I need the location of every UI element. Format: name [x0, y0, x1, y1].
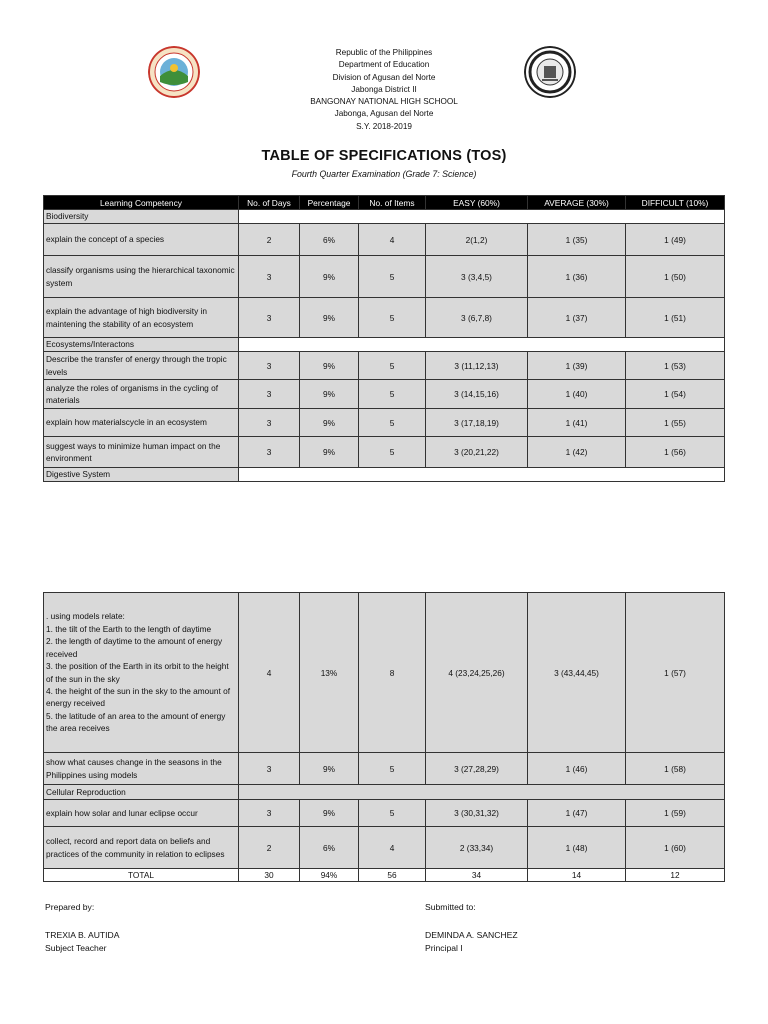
percentage-cell: 9%: [300, 380, 359, 409]
easy-cell: 3 (3,4,5): [426, 256, 528, 298]
days-cell: 3: [239, 352, 300, 380]
percentage-cell: 6%: [300, 827, 359, 869]
submitted-to-title: Principal I: [425, 943, 463, 953]
total-average: 14: [528, 869, 626, 882]
letterhead-line: Jabonga District II: [351, 84, 417, 94]
percentage-cell: 9%: [300, 437, 359, 468]
items-cell: 5: [359, 753, 426, 785]
difficult-cell: 1 (60): [626, 827, 725, 869]
total-label: TOTAL: [44, 869, 239, 882]
average-cell: 1 (39): [528, 352, 626, 380]
competency-line: 1. the tilt of the Earth to the length of daytime: [46, 623, 212, 634]
items-cell: 5: [359, 409, 426, 437]
items-cell: 5: [359, 380, 426, 409]
easy-cell: 3 (20,21,22): [426, 437, 528, 468]
col-header-competency: Learning Competency: [44, 196, 239, 210]
competency-line: . using models relate:: [46, 611, 125, 622]
table-row: [44, 409, 725, 437]
easy-cell: 3 (6,7,8): [426, 298, 528, 338]
competency-cell: collect, record and report data on beliefs and practices of the community in relation to eclipses: [44, 827, 239, 869]
letterhead-line: Department of Education: [338, 60, 430, 70]
items-cell: 5: [359, 352, 426, 380]
section-blank: [239, 785, 725, 800]
days-cell: 3: [239, 380, 300, 409]
percentage-cell: 9%: [300, 753, 359, 785]
average-cell: 1 (48): [528, 827, 626, 869]
days-cell: 2: [239, 827, 300, 869]
table-row: [44, 437, 725, 468]
percentage-cell: 13%: [300, 593, 359, 753]
total-days: 30: [239, 869, 300, 882]
section-blank: [239, 210, 725, 224]
table-row: [44, 224, 725, 256]
competency-cell: explain the concept of a species: [44, 224, 239, 256]
days-cell: 4: [239, 593, 300, 753]
table-row: [44, 298, 725, 338]
table-row: [44, 827, 725, 869]
section-blank: [239, 338, 725, 352]
competency-cell: explain how materialscycle in an ecosystem: [44, 409, 239, 437]
competency-cell: Describe the transfer of energy through the tropic levels: [44, 352, 239, 380]
difficult-cell: 1 (49): [626, 224, 725, 256]
competency-cell: show what causes change in the seasons in the Philippines using models: [44, 753, 239, 785]
average-cell: 1 (46): [528, 753, 626, 785]
prepared-by-name: TREXIA B. AUTIDA: [45, 930, 120, 940]
days-cell: 3: [239, 298, 300, 338]
letterhead-line: Division of Agusan del Norte: [332, 72, 436, 82]
easy-cell: 4 (23,24,25,26): [426, 593, 528, 753]
total-row: [44, 869, 725, 882]
prepared-by-label: Prepared by:: [45, 902, 95, 912]
easy-cell: 3 (14,15,16): [426, 380, 528, 409]
percentage-cell: 9%: [300, 800, 359, 827]
average-cell: 1 (35): [528, 224, 626, 256]
table-row: [44, 800, 725, 827]
col-header-average: AVERAGE (30%): [528, 196, 626, 210]
difficult-cell: 1 (50): [626, 256, 725, 298]
school-name: BANGONAY NATIONAL HIGH SCHOOL: [310, 97, 458, 107]
competency-line: 3. the position of the Earth in its orbit to the height of the sun in the sky: [46, 661, 229, 684]
page-subtitle: Fourth Quarter Examination (Grade 7: Science): [291, 169, 477, 179]
section-row: [44, 785, 725, 800]
easy-cell: 3 (27,28,29): [426, 753, 528, 785]
competency-cell: classify organisms using the hierarchical taxonomic system: [44, 256, 239, 298]
letterhead: [0, 47, 768, 133]
section-blank: [239, 468, 725, 482]
items-cell: 5: [359, 437, 426, 468]
col-header-difficult: DIFFICULT (10%): [626, 196, 725, 210]
days-cell: 3: [239, 409, 300, 437]
items-cell: 5: [359, 256, 426, 298]
percentage-cell: 9%: [300, 352, 359, 380]
letterhead-line: Jabonga, Agusan del Norte: [334, 109, 434, 119]
submitted-to-label: Submitted to:: [425, 902, 476, 912]
tos-table-bottom: [43, 592, 725, 882]
difficult-cell: 1 (53): [626, 352, 725, 380]
competency-cell: explain the advantage of high biodiversity in maintening the stability of an ecosystem: [44, 298, 239, 338]
percentage-cell: 6%: [300, 224, 359, 256]
items-cell: 8: [359, 593, 426, 753]
days-cell: 2: [239, 224, 300, 256]
letterhead-line: Republic of the Philippines: [335, 48, 433, 57]
col-header-percentage: Percentage: [300, 196, 359, 210]
difficult-cell: 1 (57): [626, 593, 725, 753]
items-cell: 4: [359, 827, 426, 869]
competency-line: 4. the height of the sun in the sky to the amount of energy received: [46, 685, 231, 709]
total-percentage: 94%: [300, 869, 359, 882]
section-label: Biodiversity: [44, 210, 239, 224]
table-row: [44, 593, 725, 753]
school-year: S.Y. 2018-2019: [356, 121, 412, 131]
difficult-cell: 1 (55): [626, 409, 725, 437]
section-row: [44, 468, 725, 482]
section-label: Digestive System: [44, 468, 239, 482]
total-items: 56: [359, 869, 426, 882]
col-header-easy: EASY (60%): [426, 196, 528, 210]
days-cell: 3: [239, 753, 300, 785]
competency-cell: suggest ways to minimize human impact on the environment: [44, 437, 239, 468]
average-cell: 3 (43,44,45): [528, 593, 626, 753]
percentage-cell: 9%: [300, 256, 359, 298]
average-cell: 1 (36): [528, 256, 626, 298]
prepared-by-title: Subject Teacher: [45, 943, 107, 953]
percentage-cell: 9%: [300, 298, 359, 338]
section-label: Cellular Reproduction: [44, 785, 239, 800]
competency-line: 2. the length of daytime to the amount of energy received: [46, 636, 223, 659]
easy-cell: 2(1,2): [426, 224, 528, 256]
days-cell: 3: [239, 800, 300, 827]
competency-cell: [44, 593, 239, 753]
table-row: [44, 753, 725, 785]
competency-cell: analyze the roles of organisms in the cycling of materials: [44, 380, 239, 409]
table-row: [44, 256, 725, 298]
days-cell: 3: [239, 256, 300, 298]
section-row: [44, 210, 725, 224]
easy-cell: 3 (11,12,13): [426, 352, 528, 380]
items-cell: 4: [359, 224, 426, 256]
difficult-cell: 1 (56): [626, 437, 725, 468]
items-cell: 5: [359, 298, 426, 338]
total-difficult: 12: [626, 869, 725, 882]
difficult-cell: 1 (58): [626, 753, 725, 785]
table-row: [44, 352, 725, 380]
average-cell: 1 (42): [528, 437, 626, 468]
easy-cell: 3 (30,31,32): [426, 800, 528, 827]
tos-table-top: [43, 195, 725, 482]
days-cell: 3: [239, 437, 300, 468]
difficult-cell: 1 (54): [626, 380, 725, 409]
average-cell: 1 (41): [528, 409, 626, 437]
easy-cell: 2 (33,34): [426, 827, 528, 869]
difficult-cell: 1 (51): [626, 298, 725, 338]
percentage-cell: 9%: [300, 409, 359, 437]
average-cell: 1 (40): [528, 380, 626, 409]
competency-line: 5. the latitude of an area to the amount of energy the area receives: [46, 710, 226, 734]
competency-cell: explain how solar and lunar eclipse occur: [44, 800, 239, 827]
col-header-items: No. of Items: [359, 196, 426, 210]
items-cell: 5: [359, 800, 426, 827]
section-label: Ecosystems/Interactons: [44, 338, 239, 352]
page-title: TABLE OF SPECIFICATIONS (TOS): [261, 148, 507, 164]
table-row: [44, 380, 725, 409]
submitted-to-name: DEMINDA A. SANCHEZ: [425, 930, 518, 940]
total-easy: 34: [426, 869, 528, 882]
average-cell: 1 (47): [528, 800, 626, 827]
section-row: [44, 338, 725, 352]
col-header-days: No. of Days: [239, 196, 300, 210]
easy-cell: 3 (17,18,19): [426, 409, 528, 437]
average-cell: 1 (37): [528, 298, 626, 338]
difficult-cell: 1 (59): [626, 800, 725, 827]
